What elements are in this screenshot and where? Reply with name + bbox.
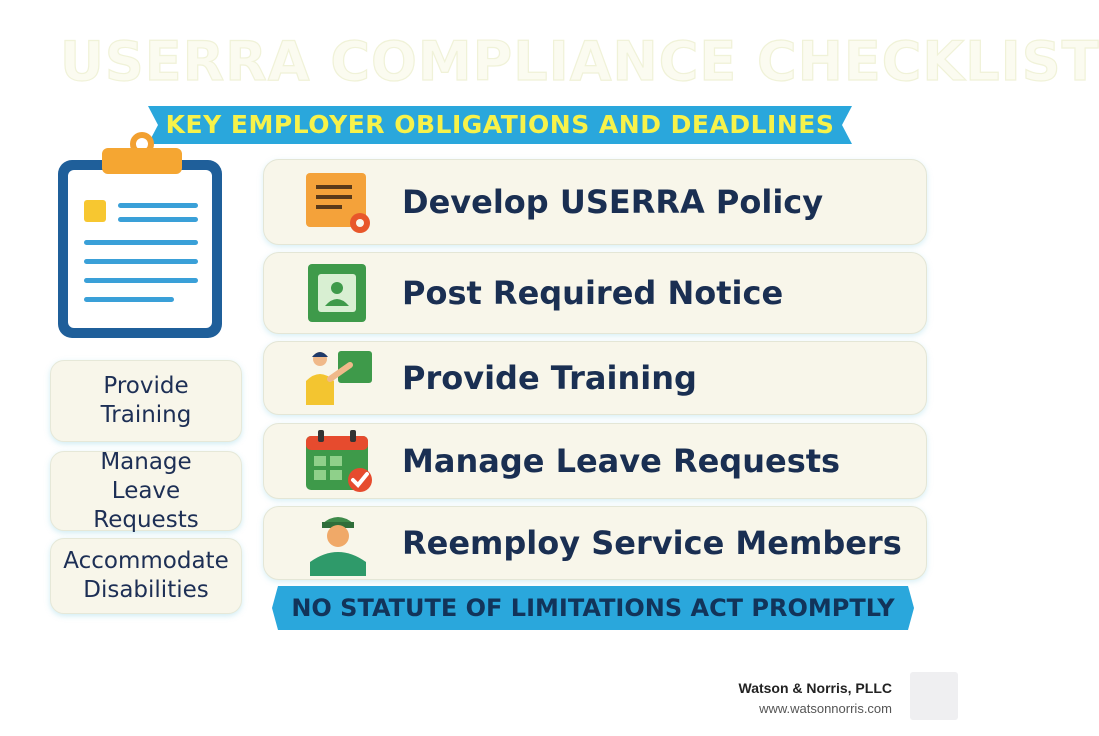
policy-document-icon	[302, 169, 374, 235]
trainer-board-icon	[302, 345, 374, 411]
side-card-line: Training	[100, 402, 192, 428]
checklist-item-post-notice	[263, 252, 927, 334]
side-card-line: Disabilities	[83, 577, 209, 603]
calendar-check-icon	[302, 428, 374, 494]
checklist-label: Post Required Notice	[402, 274, 784, 312]
side-card-line: Accommodate	[63, 548, 229, 574]
side-card-provide-training	[50, 360, 242, 442]
checklist-label: Provide Training	[402, 359, 697, 397]
brand-url: www.watsonnorris.com	[759, 701, 892, 716]
checklist-label: Develop USERRA Policy	[402, 183, 824, 221]
footer-banner	[268, 582, 918, 634]
checklist-item-manage-leave	[263, 423, 927, 499]
footer-banner-text: NO STATUTE OF LIMITATIONS ACT PROMPTLY	[291, 594, 895, 622]
clipboard-icon	[50, 130, 230, 349]
brand-block	[739, 680, 893, 716]
subtitle-text: KEY EMPLOYER OBLIGATIONS AND DEADLINES	[165, 110, 835, 139]
checklist-item-reemploy	[263, 506, 927, 580]
subtitle-banner	[140, 100, 860, 150]
checklist-item-provide-training	[263, 341, 927, 415]
checklist-label: Reemploy Service Members	[402, 524, 902, 562]
side-card-line: Leave Requests	[93, 477, 199, 533]
service-member-icon	[302, 510, 374, 576]
side-card-line: Manage	[100, 448, 192, 475]
checklist-label: Manage Leave Requests	[402, 442, 841, 480]
side-card-line: Provide	[103, 373, 189, 399]
logo-badge-icon	[910, 672, 958, 720]
brand-name: Watson & Norris, PLLC	[738, 680, 892, 696]
notice-poster-icon	[302, 260, 374, 326]
page-title: USERRA COMPLIANCE CHECKLIST	[60, 30, 1099, 93]
side-card-manage-leave	[50, 448, 242, 533]
checklist-item-develop-policy	[263, 159, 927, 245]
side-card-accommodate	[50, 538, 242, 614]
